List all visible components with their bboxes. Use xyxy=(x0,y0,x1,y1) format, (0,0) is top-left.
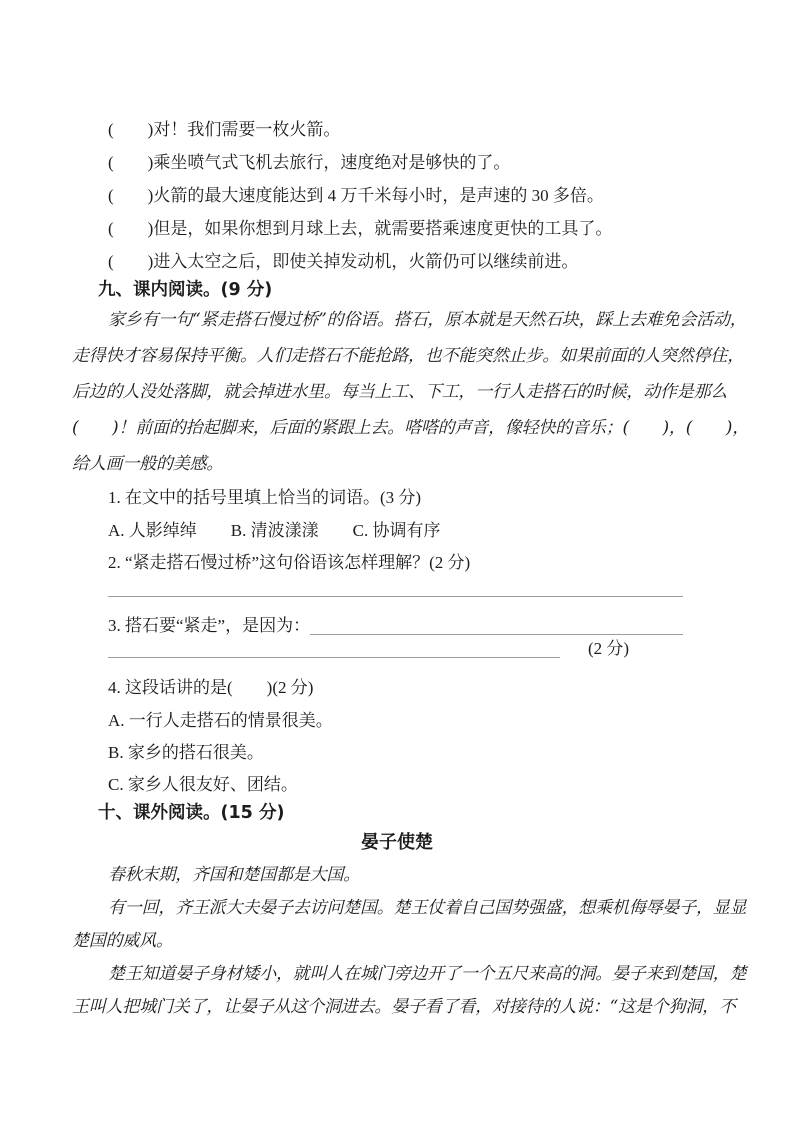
question-4-option-c: C. 家乡人很友好、团结。 xyxy=(108,774,298,794)
sequence-item-3: ( )火箭的最大速度能达到 4 万千米每小时，是声速的 30 多倍。 xyxy=(108,186,604,205)
passage1-line-5: 给人画一般的美感。 xyxy=(72,454,224,474)
answer-blank-q3-continued xyxy=(108,642,560,658)
section-ten-heading: 十、课外阅读。(15 分) xyxy=(98,802,285,823)
question-3-score: (2 分) xyxy=(588,639,630,658)
passage2-line-1: 春秋末期，齐国和楚国都是大国。 xyxy=(108,864,360,885)
sequence-item-2: ( )乘坐喷气式飞机去旅行，速度绝对是够快的了。 xyxy=(108,153,511,172)
passage2-title: 晏子使楚 xyxy=(361,831,433,853)
passage2-line-5: 王叫人把城门关了，让晏子从这个洞进去。晏子看了看，对接待的人说：“这是个狗洞，不 xyxy=(72,996,736,1017)
sequence-item-4: ( )但是，如果你想到月球上去，就需要搭乘速度更快的工具了。 xyxy=(108,219,613,238)
question-3-text: 3. 搭石要“紧走”，是因为： xyxy=(108,615,311,635)
passage2-line-4: 楚王知道晏子身材矮小，就叫人在城门旁边开了一个五尺来高的洞。晏子来到楚国，楚 xyxy=(108,963,747,984)
sequence-item-5: ( )进入太空之后，即使关掉发动机，火箭仍可以继续前进。 xyxy=(108,252,579,271)
question-1-options: A. 人影绰绰 B. 清波漾漾 C. 协调有序 xyxy=(108,520,441,540)
answer-blank-q2 xyxy=(108,580,683,597)
question-4-option-b: B. 家乡的搭石很美。 xyxy=(108,742,264,762)
question-3-continuation xyxy=(72,639,722,658)
passage2-line-3: 楚国的威风。 xyxy=(72,930,173,951)
question-4: 4. 这段话讲的是( )(2 分) xyxy=(108,678,314,697)
sequence-item-1: ( )对！我们需要一枚火箭。 xyxy=(108,120,341,139)
question-1: 1. 在文中的括号里填上恰当的词语。(3 分) xyxy=(108,488,422,507)
passage1-line-2: 走得快才容易保持平衡。人们走搭石不能抢路，也不能突然止步。如果前面的人突然停住， xyxy=(72,346,744,366)
passage2-line-2: 有一回，齐王派大夫晏子去访问楚国。楚王仗着自己国势强盛，想乘机侮辱晏子，显显 xyxy=(108,897,747,918)
question-4-option-a: A. 一行人走搭石的情景很美。 xyxy=(108,710,333,730)
passage1-line-1: 家乡有一句“紧走搭石慢过桥”的俗语。搭石，原本就是天然石块，踩上去难免会活动， xyxy=(108,310,747,330)
question-3 xyxy=(72,610,722,643)
answer-blank-q3-inline xyxy=(310,634,683,635)
question-2: 2. “紧走搭石慢过桥”这句俗语该怎样理解？(2 分) xyxy=(108,553,471,572)
section-nine-heading: 九、课内阅读。(9 分) xyxy=(98,280,273,300)
passage1-line-3: 后边的人没处落脚，就会掉进水里。每当上工、下工，一行人走搭石的时候，动作是那么 xyxy=(72,382,728,402)
passage1-line-4: ( )！前面的抬起脚来，后面的紧跟上去。嗒嗒的声音，像轻快的音乐；( )，( )， xyxy=(72,418,749,438)
